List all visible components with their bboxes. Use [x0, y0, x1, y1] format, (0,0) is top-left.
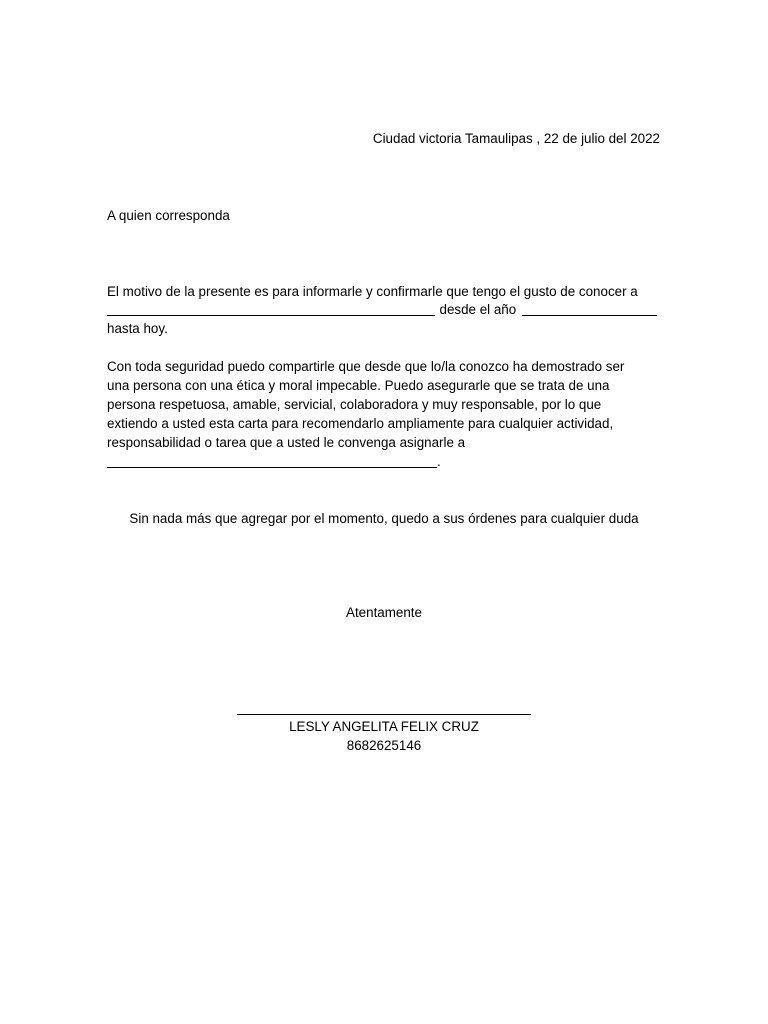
end-punctuation: . — [437, 454, 441, 469]
intro-paragraph-line-2 — [107, 300, 657, 319]
recommendation-paragraph — [107, 357, 662, 452]
closing-sentence: Sin nada más que agregar por el momento, quedo a sus órdenes para cualquier duda — [129, 511, 639, 526]
task-blank — [107, 453, 437, 468]
valediction: Atentamente — [346, 605, 422, 620]
recommendation-line: una persona con una ética y moral impecable. Puedo asegurarle que se trata de una — [107, 378, 610, 393]
task-blank-line — [107, 452, 441, 471]
recommendation-line: responsabilidad o tarea que a usted le convenga asignarle a — [107, 435, 466, 450]
recommendation-line: Con toda seguridad puedo compartirle que desde que lo/la conozco ha demostrado ser — [107, 359, 625, 374]
place-and-date: Ciudad victoria Tamaulipas , 22 de julio del 2022 — [372, 131, 660, 146]
since-year-label: desde el año — [439, 302, 517, 317]
signer-phone: 8682625146 — [346, 738, 422, 753]
intro-paragraph-line-1: El motivo de la presente es para informarle y confirmarle que tengo el gusto de conocer a — [107, 284, 638, 299]
recommendation-line: extiendo a usted esta carta para recomendarlo ampliamente para cualquier actividad, — [107, 416, 614, 431]
signer-name: LESLY ANGELITA FELIX CRUZ — [289, 719, 479, 734]
person-name-blank — [107, 301, 435, 316]
intro-paragraph-line-3: hasta hoy. — [107, 321, 168, 336]
year-blank — [522, 301, 657, 316]
salutation: A quien corresponda — [107, 208, 230, 223]
signature-line — [237, 714, 531, 715]
recommendation-line: persona respetuosa, amable, servicial, colaboradora y muy responsable, por lo que — [107, 397, 602, 412]
